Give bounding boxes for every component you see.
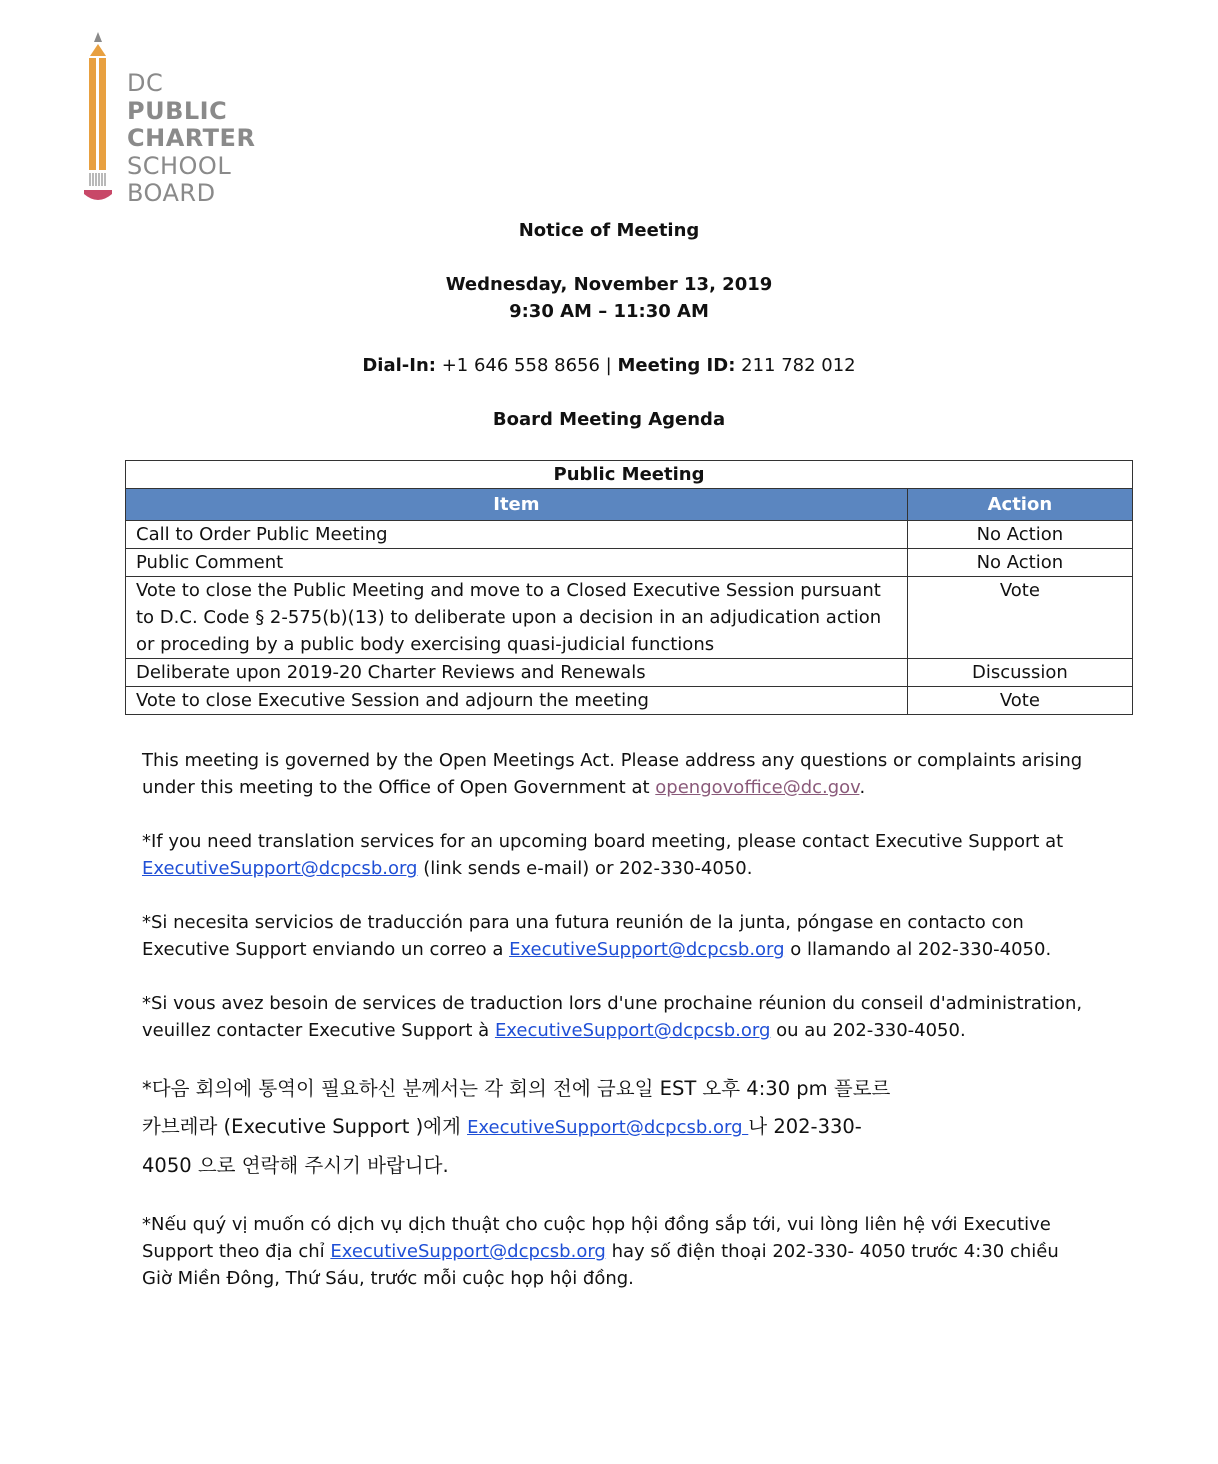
oma-period: . <box>859 777 866 798</box>
en-line-2-text: (link sends e-mail) or 202-330-4050. <box>417 858 753 879</box>
logo-line-charter: CHARTER <box>127 124 256 152</box>
executive-support-email-link-vi[interactable]: ExecutiveSupport@dcpcsb.org <box>330 1241 606 1262</box>
executive-support-email-link-en[interactable]: ExecutiveSupport@dcpcsb.org <box>142 858 418 879</box>
es-line-2-text: Executive Support enviando un correo a <box>142 939 510 960</box>
en-line-2 <box>142 855 1102 882</box>
row-item: Call to Order Public Meeting <box>126 521 908 549</box>
executive-support-email-link-ko[interactable]: ExecutiveSupport@dcpcsb.org <box>467 1117 749 1138</box>
oma-line-2 <box>142 774 1102 801</box>
executive-support-email-link-fr[interactable]: ExecutiveSupport@dcpcsb.org <box>494 1020 771 1041</box>
meeting-id-value: 211 782 012 <box>741 355 856 376</box>
agenda-table <box>125 460 1133 715</box>
row-item: Deliberate upon 2019-20 Charter Reviews and Renewals <box>126 659 908 687</box>
dial-in-number: +1 646 558 8656 <box>441 355 600 376</box>
table-row <box>126 687 1133 715</box>
table-row <box>126 659 1133 687</box>
table-caption-row <box>126 461 1133 489</box>
logo-text <box>127 70 255 208</box>
meeting-date: Wednesday, November 13, 2019 <box>445 274 773 295</box>
dial-in-label: Dial-In: <box>362 355 436 376</box>
row-action: Discussion <box>907 659 1132 687</box>
es-line-1: *Si necesita servicios de traducción para una futura reunión de la junta, póngase en contacto con <box>142 912 1024 933</box>
row-action: No Action <box>907 549 1132 577</box>
korean-translation-paragraph <box>142 1070 1102 1185</box>
ko-line-2-text: 카브레라 (Executive Support )에게 <box>142 1115 468 1138</box>
row-item: Vote to close Executive Session and adjourn the meeting <box>126 687 908 715</box>
fr-line-1: *Si vous avez besoin de services de traduction lors d'une prochaine réunion du conseil d'administration, <box>142 993 1083 1014</box>
vi-line-2-end: hay số điện thoại 202-330- 4050 trước 4:30 chiều <box>605 1241 1059 1262</box>
row-action: Vote <box>907 577 1132 659</box>
row-item: Public Comment <box>126 549 908 577</box>
open-meetings-paragraph <box>142 747 1102 801</box>
table-row <box>126 521 1133 549</box>
column-header-action: Action <box>907 489 1132 521</box>
column-header-item: Item <box>126 489 908 521</box>
spanish-translation-paragraph <box>142 909 1102 963</box>
es-line-2-end: o llamando al 202-330-4050. <box>784 939 1052 960</box>
french-translation-paragraph <box>142 990 1102 1044</box>
table-caption: Public Meeting <box>126 461 1133 489</box>
english-translation-paragraph <box>142 828 1102 882</box>
ko-line-3: 4050 으로 연락해 주시기 바랍니다. <box>142 1154 449 1177</box>
logo-line-school: SCHOOL <box>127 151 232 180</box>
logo-line-public: PUBLIC <box>127 96 228 125</box>
fr-line-2 <box>142 1017 1102 1044</box>
fr-line-2-end: ou au 202-330-4050. <box>770 1020 966 1041</box>
meeting-time: 9:30 AM – 11:30 AM <box>509 301 709 322</box>
ko-line-1: *다음 회의에 통역이 필요하신 분께서는 각 회의 전에 금요일 EST 오후 4:30 pm 플로르 <box>142 1077 891 1100</box>
es-line-2 <box>142 936 1102 963</box>
oma-line-1: This meeting is governed by the Open Meetings Act. Please address any questions or complaints arising <box>142 750 1083 771</box>
meeting-id-label: Meeting ID: <box>617 355 736 376</box>
vi-line-3: Giờ Miền Đông, Thứ Sáu, trước mỗi cuộc họp hội đồng. <box>142 1268 634 1289</box>
row-action: No Action <box>907 521 1132 549</box>
notice-title: Notice of Meeting <box>518 220 700 241</box>
vi-line-1: *Nếu quý vị muốn có dịch vụ dịch thuật cho cuộc họp hội đồng sắp tới, vui lòng liên hệ với Executive <box>142 1214 1051 1235</box>
table-row <box>126 577 1133 659</box>
table-header-row <box>126 489 1133 521</box>
row-item: Vote to close the Public Meeting and move to a Closed Executive Session pursuant to D.C. Code § 2-575(b)(13) to deliberate upon a decision in an adjudication action or proceding by a public body exercising quasi-judicial functions <box>126 577 908 659</box>
logo-line-dc: DC <box>127 69 164 97</box>
vi-line-2 <box>142 1238 1102 1265</box>
table-row <box>126 549 1133 577</box>
row-action: Vote <box>907 687 1132 715</box>
vi-line-2-text: Support theo địa chỉ <box>142 1241 331 1262</box>
executive-support-email-link-es[interactable]: ExecutiveSupport@dcpcsb.org <box>509 939 785 960</box>
oma-line-2-text: under this meeting to the Office of Open Government at <box>142 777 650 798</box>
separator: | <box>605 355 612 376</box>
ko-line-2 <box>142 1108 1102 1147</box>
opengov-email-link[interactable]: opengovoffice@dc.gov <box>655 777 860 798</box>
vietnamese-translation-paragraph <box>142 1211 1102 1292</box>
logo-line-board: BOARD <box>127 179 216 207</box>
agenda-title: Board Meeting Agenda <box>492 409 726 430</box>
ko-line-2-end: 나 202-330- <box>748 1115 862 1138</box>
fr-line-2-text: veuillez contacter Executive Support à <box>142 1020 495 1041</box>
dial-in-line <box>0 355 1218 376</box>
en-line-1: *If you need translation services for an upcoming board meeting, please contact Executive Support at <box>142 831 1064 852</box>
